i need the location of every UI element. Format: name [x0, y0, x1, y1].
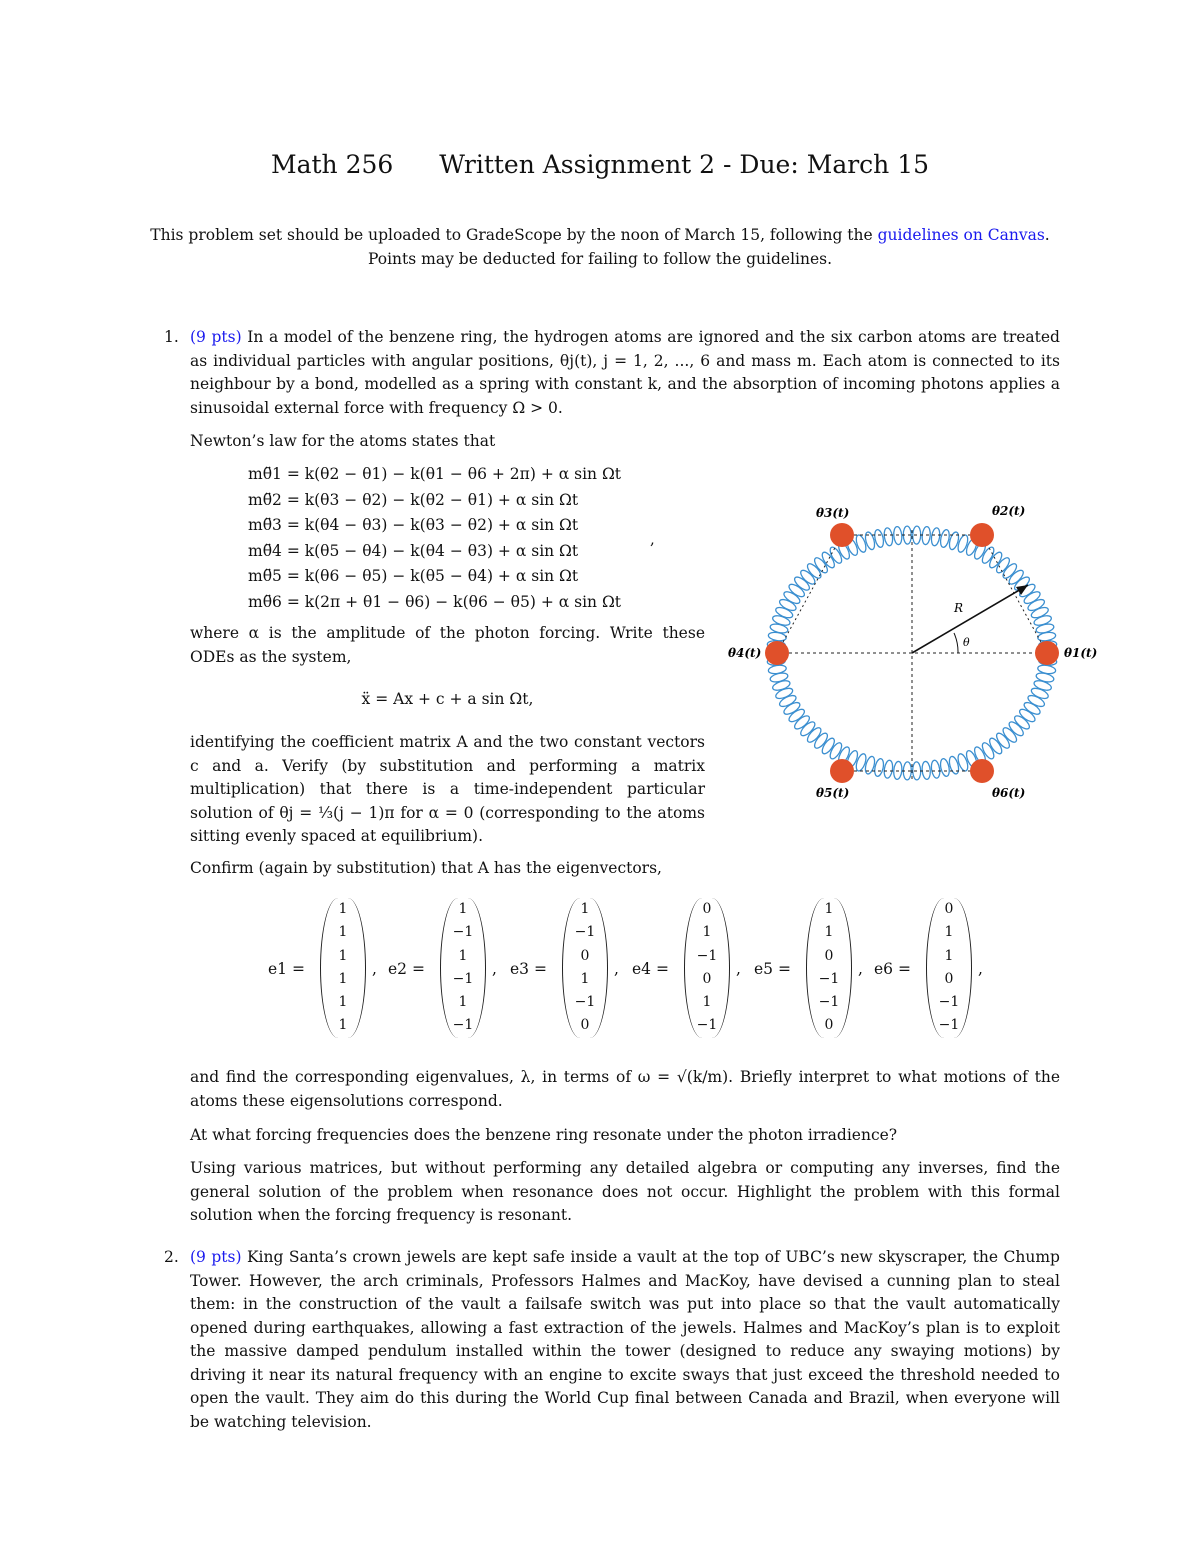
spring-coil [930, 527, 941, 546]
q1-points: (9 pts) [190, 328, 242, 346]
vector-entry: −1 [574, 924, 596, 941]
vector-label: e1 = [268, 960, 305, 978]
intro-text-before: This problem set should be uploaded to GradeScope by the noon of March 15, following the [150, 226, 878, 244]
q1-paragraph-3: identifying the coefficient matrix A and the two constant vectors c and a. Verify (by substitution and performing a matrix multiplication) that there is a time-independent particular solution of θj = ⅓(j − 1)π for α = 0 (corresponding to the atoms sitting evenly spaced at equilibrium). [190, 733, 705, 845]
vector-entry: 1 [580, 970, 590, 987]
vector-entry: 1 [338, 994, 348, 1011]
label-theta4: θ4(t) [728, 646, 762, 660]
vector-matrix [806, 898, 852, 1038]
vector-entry: −1 [696, 947, 718, 964]
equation-4: mθ̈4 = k(θ5 − θ4) − k(θ4 − θ3) + α sin Ωt [248, 541, 579, 560]
spring-coil [883, 527, 894, 546]
q1-paragraph-7: Using various matrices, but without performing any detailed algebra or computing any inverses, find the general solution of the problem when resonance does not occur. Highlight the problem with this formal solution when the forcing frequency is resonant. [190, 1159, 1060, 1224]
q2-text: King Santa’s crown jewels are kept safe inside a vault at the top of UBC’s new skyscraper, the Chump Tower. However, the arch criminals, Professors Halmes and MacKoy, have devised a cunning plan to steal them: in the construction of the vault a failsafe switch was put into place so that the vault automatically opened during earthquakes, allowing a fast extraction of the jewels. Halmes and MacKoy’s plan is to exploit the massive damped pendulum installed within the tower (designed to reduce any swaying motions) by driving it near its natural frequency with an engine to excite sways that just exceed the threshold needed to open the vault. They aim do this during the World Cup final between Canada and Brazil, when everyone will be watching television. [190, 1248, 1060, 1431]
guidelines-link[interactable]: guidelines on Canvas [877, 226, 1045, 244]
spring-coil [893, 761, 903, 780]
vector-entry: 0 [944, 901, 954, 917]
vector-entry: 1 [702, 924, 712, 941]
vector-label: e5 = [754, 960, 791, 978]
q1-paragraph-4: Confirm (again by substitution) that A has the eigenvectors, [190, 859, 662, 877]
vector-matrix [440, 898, 486, 1038]
spring-coil [921, 761, 931, 780]
vector-entry: 1 [458, 994, 468, 1011]
diag-1 [777, 535, 842, 653]
assignment-title: Written Assignment 2 - Due: March 15 [439, 150, 930, 179]
spring-coil [921, 526, 931, 545]
vector-entry: 1 [338, 924, 348, 941]
vector-entry: 1 [944, 924, 954, 941]
ode-system: ẍ = Ax + c + a sin Ωt, [361, 690, 534, 708]
q2-points: (9 pts) [190, 1248, 242, 1266]
carbon-atom-6 [970, 759, 994, 783]
vector-entry: 1 [702, 994, 712, 1011]
vector-entry: 1 [944, 947, 954, 964]
vector-entry: 1 [338, 901, 348, 917]
eigenvectors [260, 898, 1020, 1043]
vector-entry: −1 [938, 1017, 960, 1034]
vector-entry: −1 [452, 924, 474, 941]
spring-coil [883, 760, 894, 779]
vector-entry: 0 [580, 1017, 590, 1034]
vector-label: e3 = [510, 960, 547, 978]
carbon-atom-2 [970, 523, 994, 547]
vector-entry: 1 [824, 924, 834, 941]
q1-paragraph-2: where α is the amplitude of the photon forcing. Write these ODEs as the system, [190, 624, 705, 666]
vector-matrix [684, 898, 730, 1038]
vector-entry: 0 [702, 970, 712, 987]
vector-entry: −1 [696, 1017, 718, 1034]
vector-entry: 1 [458, 947, 468, 964]
intro-text-after: . Points may be deducted for failing to follow the guidelines. [367, 226, 1050, 268]
radius-arrow [912, 585, 1028, 653]
vector-entry: −1 [574, 994, 596, 1011]
label-theta2: θ2(t) [992, 504, 1026, 518]
label-theta6: θ6(t) [992, 786, 1026, 800]
vector-matrix [562, 898, 608, 1038]
vector-entry: −1 [818, 970, 840, 987]
carbon-atom-3 [830, 523, 854, 547]
angle-arc [954, 633, 958, 653]
vector-entry: 0 [824, 947, 834, 964]
carbon-atom-1 [1035, 641, 1059, 665]
intro-paragraph [140, 224, 1060, 271]
vector-separator: , [978, 960, 983, 978]
equation-3: mθ̈3 = k(θ4 − θ3) − k(θ3 − θ2) + α sin Ωt [248, 516, 579, 534]
q1-newton: Newton’s law for the atoms states that [190, 432, 496, 450]
vector-entry: 0 [824, 1017, 834, 1034]
label-theta5: θ5(t) [816, 786, 850, 800]
q2-paragraph [164, 1246, 1060, 1434]
vector-matrix [320, 898, 366, 1038]
carbon-atom-5 [830, 759, 854, 783]
vector-entry: −1 [452, 1017, 474, 1034]
vector-entry: 1 [458, 901, 468, 917]
vector-entry: −1 [818, 994, 840, 1011]
vector-entry: 1 [580, 901, 590, 917]
benzene-ring-figure [722, 495, 1102, 805]
spring-coil [893, 526, 903, 545]
diag-2 [982, 535, 1047, 653]
vector-entry: −1 [938, 994, 960, 1011]
vector-label: e6 = [874, 960, 911, 978]
q1-paragraph-6: At what forcing frequencies does the benzene ring resonate under the photon irradience? [190, 1126, 898, 1144]
vector-separator: , [736, 960, 741, 978]
vector-entry: 0 [702, 901, 712, 917]
spring-coil [930, 760, 941, 779]
vector-matrix [926, 898, 972, 1038]
vector-label: e2 = [388, 960, 425, 978]
vector-separator: , [614, 960, 619, 978]
vector-entry: −1 [452, 970, 474, 987]
vector-separator: , [492, 960, 497, 978]
vector-entry: 0 [580, 947, 590, 964]
vector-entry: 1 [824, 901, 834, 917]
label-theta3: θ3(t) [816, 506, 850, 520]
course-name: Math 256 [270, 150, 394, 179]
vector-entry: 1 [338, 970, 348, 987]
radius-label: R [954, 601, 964, 615]
carbon-atom-4 [765, 641, 789, 665]
vector-separator: , [858, 960, 863, 978]
equation-2: mθ̈2 = k(θ3 − θ2) − k(θ2 − θ1) + α sin Ωt [248, 490, 579, 509]
q1-number: 1. [164, 328, 179, 346]
label-theta1: θ1(t) [1064, 646, 1098, 660]
equation-1: mθ̈1 = k(θ2 − θ1) − k(θ1 − θ6 + 2π) + α sin Ωt [248, 465, 622, 483]
vector-entry: 1 [338, 947, 348, 964]
q1-paragraph-5: and find the corresponding eigenvalues, λ, in terms of ω = √(k/m). Briefly interpret to what motions of the atoms these eigensolutions correspond. [190, 1068, 1060, 1110]
equation-5: mθ̈5 = k(θ6 − θ5) − k(θ5 − θ4) + α sin Ωt [248, 567, 579, 585]
q1-paragraph-1 [164, 326, 1060, 420]
vector-entry: 1 [338, 1017, 348, 1034]
q2-number: 2. [164, 1248, 179, 1266]
page-title [0, 150, 1200, 179]
vector-entry: 0 [944, 970, 954, 987]
newton-equations [248, 462, 621, 615]
q1-text-1: In a model of the benzene ring, the hydrogen atoms are ignored and the six carbon atoms are treated as individual particles with angular positions, θj(t), j = 1, 2, ..., 6 and mass m. Each atom is connected to its neighbour by a bond, modelled as a spring with constant k, and the absorption of incoming photons applies a sinusoidal external force with frequency Ω > 0. [190, 328, 1060, 417]
vector-separator: , [372, 960, 377, 978]
vector-label: e4 = [632, 960, 669, 978]
angle-label: θ [963, 636, 970, 649]
equation-6: mθ̈6 = k(2π + θ1 − θ6) − k(θ6 − θ5) + α sin Ωt [248, 592, 622, 611]
equations-comma: , [650, 530, 655, 548]
